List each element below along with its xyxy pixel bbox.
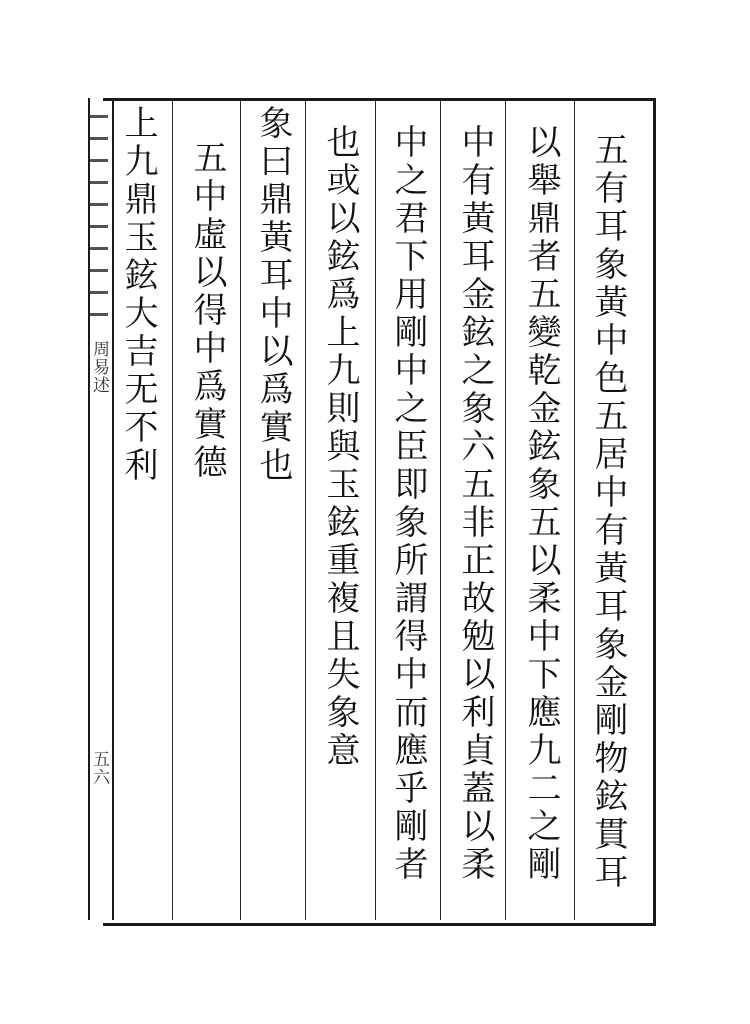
- column-rule: [172, 101, 173, 920]
- column-rule: [375, 101, 376, 920]
- column-rule: [505, 101, 506, 920]
- text-column-6: 象曰鼎黃耳中以爲實也: [253, 105, 293, 485]
- column-rule: [305, 101, 306, 920]
- text-column-4: 中之君下用剛中之臣即象所謂得中而應乎剛者: [388, 124, 428, 884]
- margin-page-number: 五六: [89, 750, 109, 786]
- text-column-2: 以舉鼎者五變乾金鉉象五以柔中下應九二之剛: [521, 124, 561, 884]
- column-rule: [440, 101, 441, 920]
- text-column-3: 中有黃耳金鉉之象六五非正故勉以利貞蓋以柔: [455, 124, 495, 884]
- margin-book-title: 周易述: [89, 340, 109, 394]
- text-column-5: 也或以鉉爲上九則與玉鉉重複且失象意: [320, 124, 360, 770]
- fishtail-ornament-icon: [90, 115, 108, 325]
- text-column-7: 五中虛以得中爲實德: [187, 140, 227, 482]
- text-column-1: 五有耳象黃中色五居中有黃耳象金剛物鉉貫耳: [588, 132, 628, 892]
- text-column-8: 上九鼎玉鉉大吉无不利: [118, 105, 158, 485]
- column-rule: [574, 101, 575, 920]
- column-rule: [240, 101, 241, 920]
